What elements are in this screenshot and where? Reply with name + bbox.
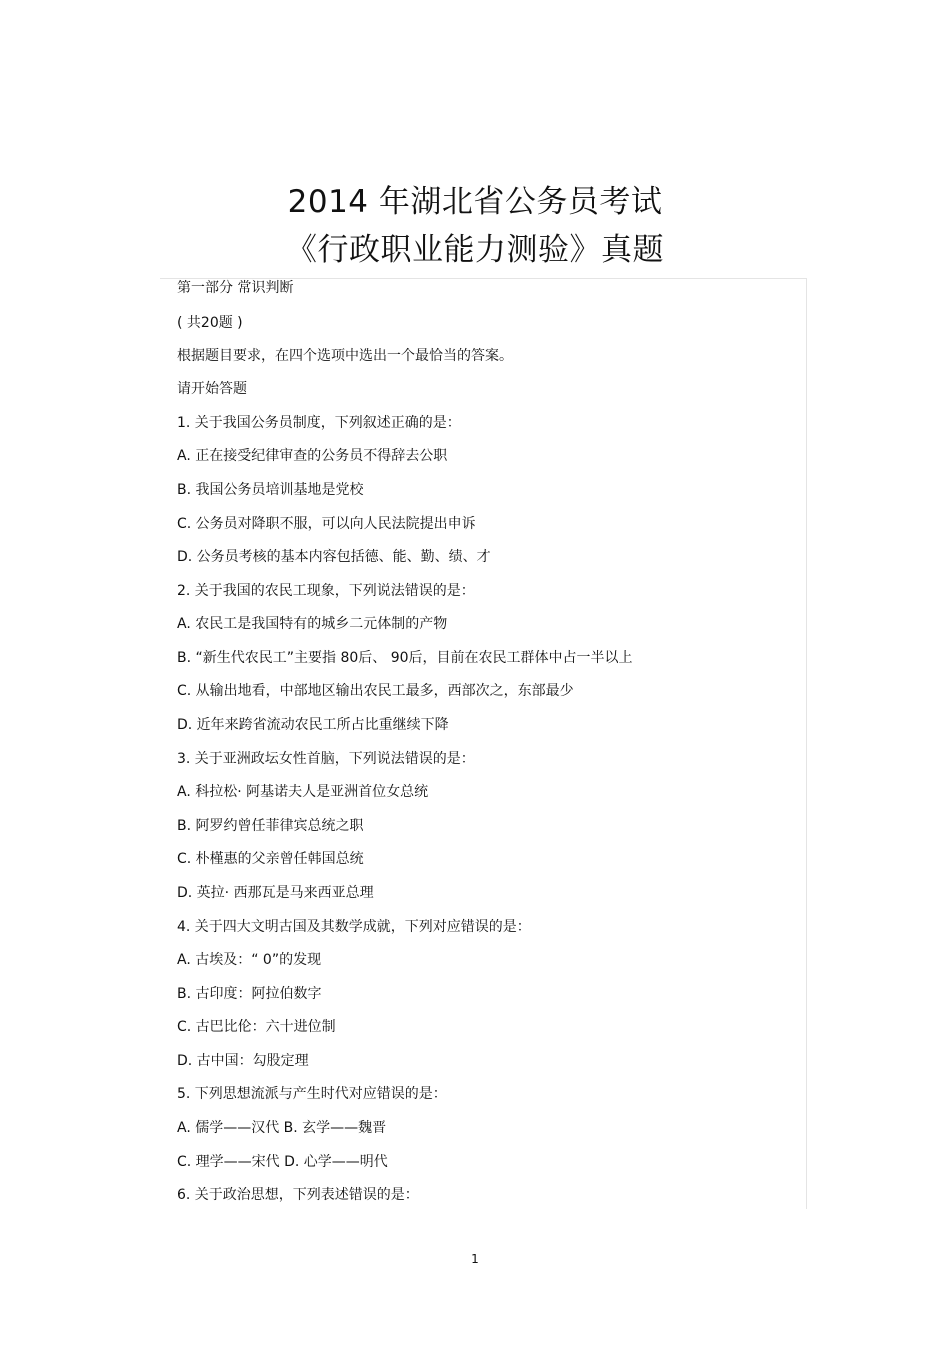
question-2-option-b: B. “新生代农民工”主要指 80后、 90后，目前在农民工群体中占一半以上 — [177, 650, 633, 666]
start-prompt: 请开始答题 — [177, 381, 247, 397]
question-3-option-c: C. 朴槿惠的父亲曾任韩国总统 — [177, 851, 364, 867]
question-1-option-b: B. 我国公务员培训基地是党校 — [177, 482, 364, 498]
question-5-options-cd: C. 理学——宋代 D. 心学——明代 — [177, 1154, 388, 1170]
question-2: 2. 关于我国的农民工现象，下列说法错误的是： — [177, 583, 475, 599]
question-count: ( 共20题 ) — [177, 315, 243, 331]
question-2-option-d: D. 近年来跨省流动农民工所占比重继续下降 — [177, 717, 449, 733]
question-1-option-d: D. 公务员考核的基本内容包括德、能、勤、绩、才 — [177, 549, 491, 565]
document-title-line-1: 2014 年湖北省公务员考试 — [287, 184, 663, 220]
question-3-option-a: A. 科拉松· 阿基诺夫人是亚洲首位女总统 — [177, 784, 429, 800]
question-1-option-a: A. 正在接受纪律审查的公务员不得辞去公职 — [177, 448, 448, 464]
page-number: 1 — [471, 1252, 479, 1266]
question-5: 5. 下列思想流派与产生时代对应错误的是： — [177, 1086, 447, 1102]
question-4-option-d: D. 古中国：勾股定理 — [177, 1053, 309, 1069]
question-1-option-c: C. 公务员对降职不服，可以向人民法院提出申诉 — [177, 516, 476, 532]
question-4-option-b: B. 古印度：阿拉伯数字 — [177, 986, 322, 1002]
document-title-line-2: 《行政职业能力测验》真题 — [286, 232, 664, 268]
question-4: 4. 关于四大文明古国及其数学成就，下列对应错误的是： — [177, 919, 531, 935]
question-5-options-ab: A. 儒学——汉代 B. 玄学——魏晋 — [177, 1120, 387, 1136]
section-heading: 第一部分 常识判断 — [177, 280, 294, 296]
question-3: 3. 关于亚洲政坛女性首脑，下列说法错误的是： — [177, 751, 475, 767]
question-2-option-c: C. 从输出地看，中部地区输出农民工最多，西部次之，东部最少 — [177, 683, 574, 699]
question-1: 1. 关于我国公务员制度，下列叙述正确的是： — [177, 415, 461, 431]
question-6: 6. 关于政治思想，下列表述错误的是： — [177, 1187, 419, 1203]
question-4-option-c: C. 古巴比伦：六十进位制 — [177, 1019, 336, 1035]
question-2-option-a: A. 农民工是我国特有的城乡二元体制的产物 — [177, 616, 448, 632]
question-3-option-b: B. 阿罗约曾任菲律宾总统之职 — [177, 818, 364, 834]
instructions: 根据题目要求，在四个选项中选出一个最恰当的答案。 — [177, 348, 513, 364]
question-3-option-d: D. 英拉· 西那瓦是马来西亚总理 — [177, 885, 374, 901]
question-4-option-a: A. 古埃及：“ 0”的发现 — [177, 952, 322, 968]
